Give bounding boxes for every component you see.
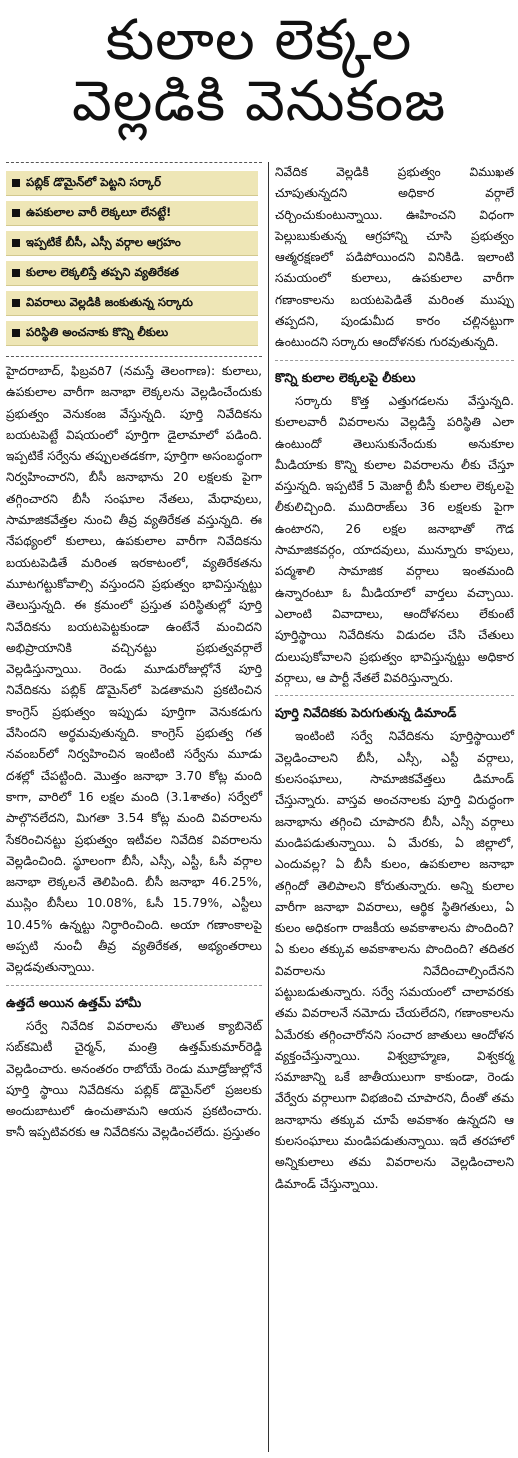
highlight-text: కులాల లెక్కలిస్తే తప్పని వ్యతిరేకత	[26, 264, 179, 279]
square-bullet-icon	[12, 299, 20, 307]
highlight-text: ఇప్పటికే బీసీ, ఎస్సీ వర్గాల ఆగ్రహం	[26, 234, 181, 249]
left-column	[6, 162, 268, 1452]
headline	[6, 8, 512, 134]
headline-line-2: వెల్లడికి వెనుకంజ	[71, 68, 447, 134]
highlight-item	[6, 321, 258, 346]
highlight-item	[6, 231, 258, 256]
left-body	[6, 356, 262, 1144]
square-bullet-icon	[12, 269, 20, 277]
headline-line-1: కులాల లెక్కల	[105, 8, 413, 73]
intro-paragraph: హైదరాబాద్‌, ఫిబ్రవరి7 (నమస్తే తెలంగాణ): కులాలు, ఉపకులాల వారీగా జనాభా లెక్కలను వెల్లడించేందుకు ప్రభుత్వం వెనుకంజ వేస్తున్నది. పూర్తి నివేదికను బయటపెట్టే విషయంలో పూర్తిగా డైలామాలో పడింది. ఇప్పటికే సర్వేను తప్పులతడకగా, పూర్తిగా అసంబద్ధంగా నిర్వహించారని, బీసీ జనాభాను 20 లక్షలకు పైగా తగ్గించారని బీసీ సంఘాల నేతలు, మేధావులు, సామాజికవేత్తల నుంచి తీవ్ర వ్యతిరేకత వస్తున్నది. ఈ నేపథ్యంలో కులాలు, ఉపకులాల వారీగా నివేదికను బయటపెడితే మరింత ఇరకాటంలో, వ్యతిరేకతను మూటగట్టుకోవాల్సి వస్తుందని ప్రభుత్వం భావిస్తున్నట్టు తెలుస్తున్నది. ఈ క్రమంలో ప్రస్తుత పరిస్థితుల్లో పూర్తి నివేదికను బయటపెట్టకుండా ఉంటేనే మంచిదని అభిప్రాయానికి వచ్చినట్టు ప్రభుత్వవర్గాలే వెల్లడిస్తున్నాయి. రెండు మూడురోజుల్లోనే పూర్తి నివేదికను పబ్లిక్‌ డొమైన్‌లో పెడతామని ప్రకటించిన కాంగ్రెస్‌ ప్రభుత్వం ఇప్పుడు పూర్తిగా వెనుకడుగు వేసిందని అర్థమవుతున్నది. కాంగ్రెస్‌ ప్రభుత్వ గత నవంబర్‌లో నిర్వహించిన ఇంటింటి సర్వేను మూడు దశల్లో చేపట్టింది. మొత్తం జనాభా 3.70 కోట్ల మంది కాగా, వారిలో 16 లక్షల మంది (3.1శాతం) సర్వేలో పాల్గొనలేదని, మిగతా 3.54 కోట్ల మంది వివరాలను సేకరించినట్టు ప్రభుత్వం ఇటీవల నివేదిక వివరాలను వెల్లడించింది. స్థూలంగా బీసీ, ఎస్సీ, ఎస్టీ, ఓసీ వర్గాల జనాభా లెక్కలనే తెలిపింది. బీసీ జనాభా 46.25%, ముస్లిం బీసీలు 10.08%, ఓసీ 15.79%, ఎస్టీలు 10.45% ఉన్నట్టు నిర్ధారించింది. అయా గణాంకాలపై అప్పటి నుంచీ తీవ్ర వ్యతిరేకత, అభ్యంతరాలు వెల్లడవుతున్నాయి.	[6, 364, 262, 975]
square-bullet-icon	[12, 179, 20, 187]
article-columns	[6, 162, 514, 1452]
highlight-item	[6, 261, 258, 286]
paragraph-uttam: సర్వే నివేదిక వివరాలను తొలుత క్యాబినెట్‌ సబ్‌కమిటీ చైర్మన్‌, మంత్రి ఉత్తమ్‌కుమార్‌రెడ్డి వెల్లడించారు. అనంతరం రాబోయే రెండు మూడ్రోజుల్లోనే పూర్తి స్థాయి నివేదికను పబ్లిక్‌ డొమైన్‌లో ప్రజలకు అందుబాటులో ఉంచుతామని ఆయన ప్రకటించారు. కానీ ఇప్పటివరకు ఆ నివేదికను వెల్లడించలేదు. ప్రస్తుతం	[6, 1018, 262, 1140]
subheading-demand: పూర్తి నివేదికకు పెరుగుతున్న డిమాండ్‌	[275, 695, 514, 723]
highlight-text: పరిస్థితి అంచనాకు కొన్ని లీకులు	[26, 324, 169, 339]
paragraph-continued: నివేదిక వెల్లడికి ప్రభుత్వం విముఖత చూపుతున్నదని అధికార వర్గాలే చర్చించుకుంటున్నాయి. ఊహించని విధంగా పెల్లుబుకుతున్న ఆగ్రహాన్ని చూసి ప్రభుత్వం ఆత్మరక్షణలో పడిపోయిందని వినికిడి. ఇలాంటి సమయంలో కులాలు, ఉపకులాల వారీగా గణాంకాలను బయటపెడితే మరింత ముప్పు తప్పదని, పుండుమీద కారం చల్లినట్టుగా ఉంటుందని సర్కారు ఆందోళనకు గురవుతున్నది.	[275, 165, 514, 350]
highlight-item	[6, 291, 258, 316]
square-bullet-icon	[12, 329, 20, 337]
highlight-item	[6, 201, 258, 226]
highlight-text: పబ్లిక్‌ డొమైన్‌లో పెట్టని సర్కార్‌	[26, 174, 162, 189]
highlight-text: ఉపకులాల వారీ లెక్కలూ లేనట్టే!	[26, 204, 172, 219]
highlights-box	[6, 162, 262, 346]
subheading-uttam-promise: ఉత్తదే అయిన ఉత్తమ్‌ హామీ	[6, 985, 262, 1013]
square-bullet-icon	[12, 209, 20, 217]
square-bullet-icon	[12, 239, 20, 247]
paragraph-demand: ఇంటింటి సర్వే నివేదికను పూర్తిస్థాయిలో వెల్లడించాలని బీసీ, ఎస్సీ, ఎస్టీ వర్గాలు, కులసంఘాలు, సామాజికవేత్తలు డిమాండ్‌ చేస్తున్నారు. వాస్తవ అంచనాలకు పూర్తి విరుద్ధంగా జనాభాను తగ్గించి చూపారని బీసీ, ఎస్సీ వర్గాలు మండిపడుతున్నాయి. ఏ మేరకు, ఏ జిల్లాలో, ఎందువల్ల? ఏ బీసీ కులం, ఉపకులాల జనాభా తగ్గిందో తెలిపాలని కోరుతున్నారు. అన్ని కులాల వారీగా జనాభా వివరాలు, ఆర్థిక స్థితిగతులు, ఏ కులం అధికంగా రాజకీయ అవకాశాలను పొందింది? ఏ కులం తక్కువ అవకాశాలను పొందింది? తదితర వివరాలను నివేదించాల్సిందేనని పట్టుబడుతున్నారు. సర్వే సమయంలో చాలావరకు తమ వివరాలనే నమోదు చేయలేదని, గణాంకాలను ఏమేరకు తగ్గించారోనని సంచార జాతులు ఆందోళన వ్యక్తంచేస్తున్నాయి. విశ్వబ్రాహ్మణ, విశ్వకర్మ సమాజాన్ని ఒకే జాతీయులుగా కాకుండా, రెండు వేర్వేరు వర్గాలుగా విభజించి చూపారని, దీంతో తమ జనాభాను తక్కువ చూపే అవకాశం ఉన్నదని ఆ కులసంఘాలు మండిపడుతున్నాయి. ఇదే తరహాలో అన్నికులాలు తమ వివరాలను వెల్లడించాలని డిమాండ్‌ చేస్తున్నాయి.	[275, 729, 514, 1191]
right-column	[268, 162, 514, 1452]
paragraph-leaks: సర్కారు కొత్త ఎత్తుగడలను వేస్తున్నది. కులాలవారీ వివరాలను వెల్లడిస్తే పరిస్థితి ఎలా ఉంటుందో తెలుసుకునేందుకు అనుకూల మీడియాకు కొన్ని కులాల వివరాలను లీకు చేస్తూ వస్తున్నది. ఇప్పటికే 5 మెజార్టీ బీసీ కులాల లెక్కలపై లీకులిచ్చింది. ముదిరాజ్‌లు 36 లక్షలకు పైగా ఉంటారని, 26 లక్షల జనాభాతో గౌడ సామాజికవర్గం, యాదవులు, మున్నూరు కాపులు, పద్మశాలి సామాజిక వర్గాలు ఇంతమంది ఉన్నారంటూ ఓ మీడియాలో వార్తలు వచ్చాయి. ఎలాంటి వివాదాలు, ఆందోళనలు లేకుంటే పూర్తిస్థాయి నివేదికను విడుదల చేసి చేతులు దులుపుకోవాలని ప్రభుత్వం భావిస్తున్నట్టు అధికార వర్గాలు, ఆ పార్టీ నేతలే వివరిస్తున్నారు.	[275, 393, 514, 685]
subheading-leaks: కొన్ని కులాల లెక్కలపై లీకులు	[275, 360, 514, 388]
highlight-item	[6, 171, 258, 196]
highlight-text: వివరాలు వెల్లడికి జంకుతున్న సర్కారు	[26, 294, 193, 309]
